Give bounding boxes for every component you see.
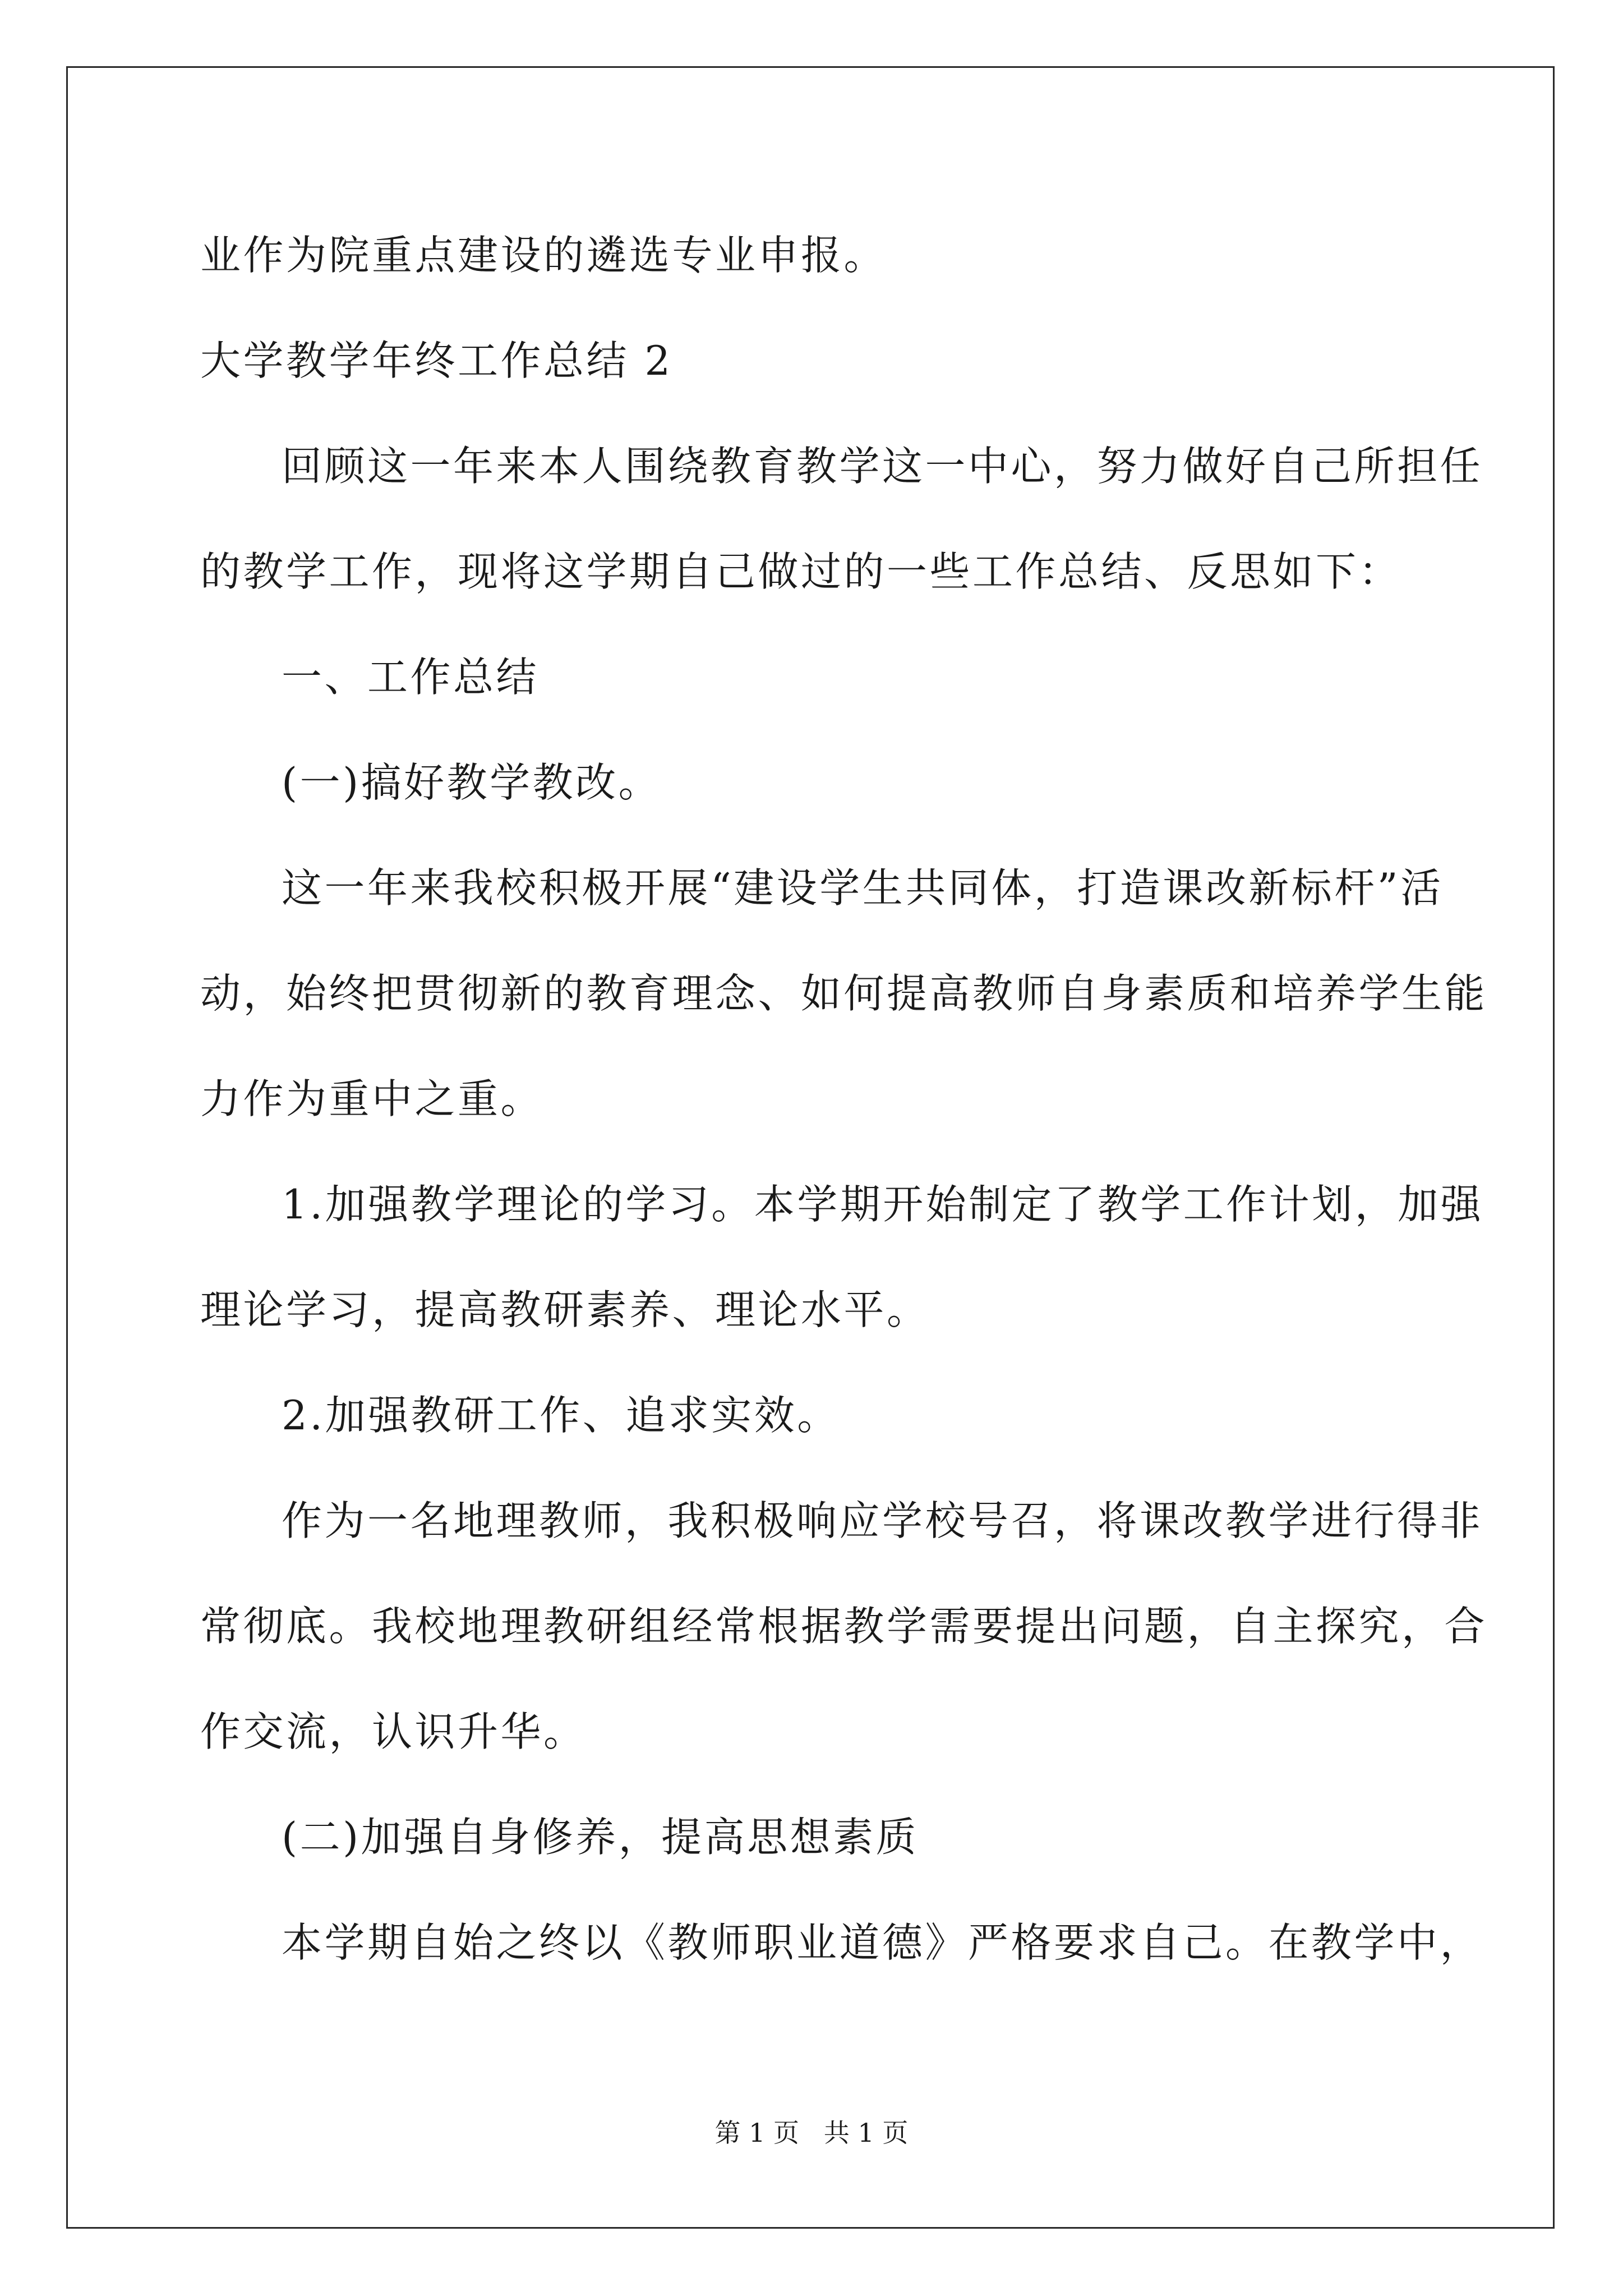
body-line: 作为一名地理教师，我积极响应学校号召，将课改教学进行得非 [282,1497,1483,1544]
subheading: (一)搞好教学教改。 [282,759,662,806]
subheading: (二)加强自身修养，提高思想素质 [282,1814,919,1861]
body-line: 回顾这一年来本人围绕教育教学这一中心，努力做好自己所担任 [282,443,1483,490]
body-line-continuation: 业作为院重点建设的遴选专业申报。 [200,232,887,279]
subheading: 一、工作总结 [282,654,540,701]
section-heading: 大学教学年终工作总结 2 [200,337,673,384]
body-line: 理论学习，提高教研素养、理论水平。 [200,1286,930,1333]
body-line: 本学期自始之终以《教师职业道德》严格要求自己。在教学中， [282,1919,1483,1966]
body-line: 作交流，认识升华。 [200,1708,587,1755]
body-line: 动，始终把贯彻新的教育理念、如何提高教师自身素质和培养学生能 [200,970,1488,1017]
page-border [66,66,1555,2229]
body-line: 力作为重中之重。 [200,1075,544,1122]
body-line: 的教学工作，现将这学期自己做过的一些工作总结、反思如下： [200,548,1402,595]
body-line: 这一年来我校积极开展“建设学生共同体，打造课改新标杆”活 [282,864,1444,912]
body-line: 2.加强教研工作、追求实效。 [282,1392,840,1439]
body-line: 1.加强教学理论的学习。本学期开始制定了教学工作计划，加强 [282,1181,1484,1228]
body-line: 常彻底。我校地理教研组经常根据教学需要提出问题，自主探究，合 [200,1603,1488,1650]
page-number-footer: 第 1 页 共 1 页 [714,2118,909,2148]
